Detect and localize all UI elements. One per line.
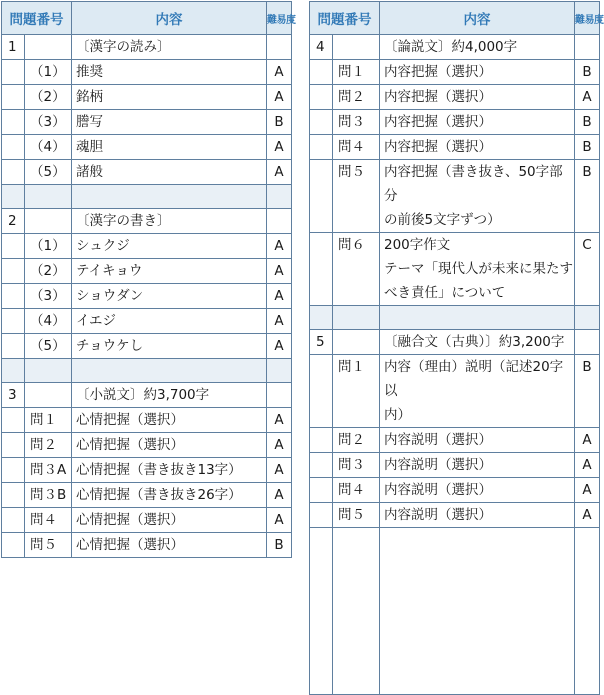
question-content [380,160,575,233]
filler-cell [310,528,333,695]
content-line: 内容把握（選択） [384,89,492,105]
sub-question-number: 問２ [25,433,72,458]
table-row [2,383,292,408]
difficulty-rating [267,209,292,234]
difficulty-rating: A [267,508,292,533]
question-number [2,185,25,209]
question-number [310,478,333,503]
sub-question-number [25,359,72,383]
table-row [2,408,292,433]
content-line: 内容把握（選択） [384,64,492,80]
question-number [2,359,25,383]
content-line: べき責任」について [384,285,506,301]
difficulty-rating: B [267,533,292,558]
sub-question-number: 問５ [25,533,72,558]
question-number: 4 [310,35,333,60]
sub-question-number: 問１ [333,355,380,428]
question-number [2,284,25,309]
difficulty-rating: A [267,259,292,284]
question-number [310,428,333,453]
difficulty-rating: A [575,428,600,453]
question-content [72,533,267,558]
sub-question-number: （2） [25,259,72,284]
table-row [2,209,292,234]
content-line: 〔漢字の書き〕 [76,213,171,229]
sub-question-number [25,185,72,209]
sub-question-number: （1） [25,234,72,259]
question-content [72,185,267,209]
question-content [72,483,267,508]
sub-question-number: （3） [25,110,72,135]
table-row [2,135,292,160]
question-content [72,408,267,433]
table-row [310,330,600,355]
table-row [310,35,600,60]
question-content [72,209,267,234]
question-content [72,334,267,359]
question-number [2,135,25,160]
content-line: 心情把握（選択） [76,512,184,528]
question-number [2,110,25,135]
difficulty-rating [575,330,600,355]
difficulty-rating: A [267,284,292,309]
difficulty-rating: A [267,334,292,359]
sub-question-number: （3） [25,284,72,309]
sub-question-number: 問１ [25,408,72,433]
question-number [2,60,25,85]
sub-question-number: （4） [25,309,72,334]
difficulty-rating: A [267,85,292,110]
spacer-row [2,359,292,383]
question-number [310,135,333,160]
table-row [310,503,600,528]
difficulty-rating: B [575,60,600,85]
question-number: 2 [2,209,25,234]
question-number [2,160,25,185]
difficulty-rating: B [575,160,600,233]
difficulty-rating: A [267,458,292,483]
sub-question-number: （2） [25,85,72,110]
table-row [2,508,292,533]
content-line: 内） [384,407,411,423]
right-table-body [310,35,600,695]
content-line: 銘柄 [76,89,103,105]
filler-row [310,528,600,695]
question-number [310,503,333,528]
sub-question-number: 問２ [333,85,380,110]
difficulty-rating: C [575,233,600,306]
question-content [72,383,267,408]
question-content [380,233,575,306]
question-number [310,110,333,135]
sub-question-number [333,306,380,330]
question-number [2,334,25,359]
difficulty-rating [575,306,600,330]
table-row [310,453,600,478]
question-number [310,306,333,330]
content-line: 心情把握（書き抜き13字） [76,462,242,478]
sub-question-number [333,35,380,60]
content-line: 心情把握（選択） [76,412,184,428]
filler-cell [575,528,600,695]
question-number [2,433,25,458]
spacer-row [310,306,600,330]
table-row [310,160,600,233]
question-content [72,433,267,458]
question-content [72,85,267,110]
content-line: 〔小説文〕約3,700字 [76,387,210,403]
content-line: 推奨 [76,64,103,80]
question-number [310,85,333,110]
question-number [2,85,25,110]
content-line: 内容把握（選択） [384,139,492,155]
question-number [2,508,25,533]
question-number: 1 [2,35,25,60]
question-number [2,458,25,483]
question-content [72,508,267,533]
question-content [72,309,267,334]
header-difficulty: 難易度 [575,2,600,35]
question-content [380,478,575,503]
sub-question-number: 問４ [333,478,380,503]
table-row [2,60,292,85]
difficulty-rating: A [267,408,292,433]
content-line: 諸般 [76,164,103,180]
question-number [310,160,333,233]
question-content [380,85,575,110]
header-question-number: 問題番号 [310,2,380,35]
question-content [380,503,575,528]
table-row [2,110,292,135]
sub-question-number: 問４ [25,508,72,533]
table-row [2,458,292,483]
table-row [2,160,292,185]
table-row [310,85,600,110]
content-line: 魂胆 [76,139,103,155]
difficulty-rating [267,383,292,408]
table-row [310,135,600,160]
sub-question-number: 問３ [333,453,380,478]
sub-question-number: 問４ [333,135,380,160]
question-content [380,306,575,330]
difficulty-rating: A [267,60,292,85]
question-content [380,60,575,85]
difficulty-rating: A [267,234,292,259]
table-row [2,35,292,60]
content-line: 内容説明（選択） [384,432,492,448]
question-number [310,453,333,478]
question-content [72,135,267,160]
left-table-body [2,35,292,558]
question-content [380,135,575,160]
difficulty-rating: A [575,478,600,503]
sub-question-number [333,330,380,355]
filler-cell [333,528,380,695]
question-content [380,453,575,478]
sub-question-number: 問３ [333,110,380,135]
difficulty-rating: A [575,453,600,478]
question-content [72,35,267,60]
sub-question-number: （1） [25,60,72,85]
sub-question-number: 問３B [25,483,72,508]
content-line: テイキョウ [76,263,143,279]
table-row [2,284,292,309]
question-number: 5 [310,330,333,355]
left-question-table [1,1,296,558]
sub-question-number: 問３A [25,458,72,483]
sub-question-number: 問１ [333,60,380,85]
filler-cell [380,528,575,695]
question-content [380,110,575,135]
question-number: 3 [2,383,25,408]
header-question-number: 問題番号 [2,2,72,35]
question-content [380,428,575,453]
sub-question-number: 問５ [333,503,380,528]
question-content [380,355,575,428]
question-content [380,330,575,355]
sub-question-number: （5） [25,160,72,185]
table-row [310,233,600,306]
content-line: 心情把握（選択） [76,437,184,453]
difficulty-rating [267,185,292,209]
question-number [2,483,25,508]
content-line: 心情把握（選択） [76,537,184,553]
table-row [310,428,600,453]
content-line: シュクジ [76,238,130,254]
difficulty-rating: B [267,110,292,135]
table-row [310,60,600,85]
content-line: 200字作文 [384,237,451,253]
sub-question-number: 問５ [333,160,380,233]
spacer-row [2,185,292,209]
table-row [310,110,600,135]
header-content: 内容 [72,2,267,35]
content-line: 〔漢字の読み〕 [76,39,171,55]
difficulty-rating: A [267,433,292,458]
right-question-table [309,1,604,695]
table-row [2,483,292,508]
content-line: イエジ [76,313,116,329]
table-row [310,355,600,428]
question-content [72,359,267,383]
table-row [2,334,292,359]
content-line: テーマ「現代人が未来に果たす [384,261,573,277]
sub-question-number: （5） [25,334,72,359]
difficulty-rating: B [575,110,600,135]
sub-question-number [25,383,72,408]
table-row [2,85,292,110]
content-line: 内容説明（選択） [384,457,492,473]
question-number [2,408,25,433]
content-line: 内容把握（書き抜き、50字部分 [384,164,563,204]
table-row [2,433,292,458]
question-content [72,60,267,85]
difficulty-rating [575,35,600,60]
table-row [2,234,292,259]
left-header-row [2,2,292,35]
sub-question-number [25,209,72,234]
question-content [72,259,267,284]
content-line: 内容把握（選択） [384,114,492,130]
content-line: 心情把握（書き抜き26字） [76,487,242,503]
content-line: 内容（理由）説明（記述20字以 [384,359,564,399]
question-content [72,284,267,309]
difficulty-rating: A [267,309,292,334]
content-line: 内容説明（選択） [384,482,492,498]
difficulty-rating: A [575,503,600,528]
table-row [310,478,600,503]
question-number [2,234,25,259]
right-header-row [310,2,600,35]
question-number [310,233,333,306]
question-content [72,234,267,259]
table-row [2,533,292,558]
header-difficulty: 難易度 [267,2,292,35]
difficulty-rating: B [575,355,600,428]
difficulty-rating: A [267,483,292,508]
question-number [2,259,25,284]
content-line: の前後5文字ずつ） [384,212,501,228]
content-line: ショウダン [76,288,144,304]
sub-question-number: 問２ [333,428,380,453]
header-content: 内容 [380,2,575,35]
question-number [310,60,333,85]
content-line: チョウケし [76,338,144,354]
question-content [380,35,575,60]
question-content [72,160,267,185]
table-row [2,309,292,334]
difficulty-rating: A [267,160,292,185]
difficulty-rating: B [575,135,600,160]
sub-question-number: （4） [25,135,72,160]
difficulty-rating: A [267,135,292,160]
difficulty-rating [267,35,292,60]
question-number [2,533,25,558]
content-line: 〔論説文〕約4,000字 [384,39,518,55]
difficulty-rating: A [575,85,600,110]
table-row [2,259,292,284]
question-number [310,355,333,428]
content-line: 内容説明（選択） [384,507,492,523]
difficulty-rating [267,359,292,383]
sub-question-number: 問６ [333,233,380,306]
question-content [72,110,267,135]
question-content [72,458,267,483]
sub-question-number [25,35,72,60]
question-number [2,309,25,334]
content-line: 謄写 [76,114,103,130]
content-line: 〔融合文（古典）〕約3,200字 [384,334,565,350]
